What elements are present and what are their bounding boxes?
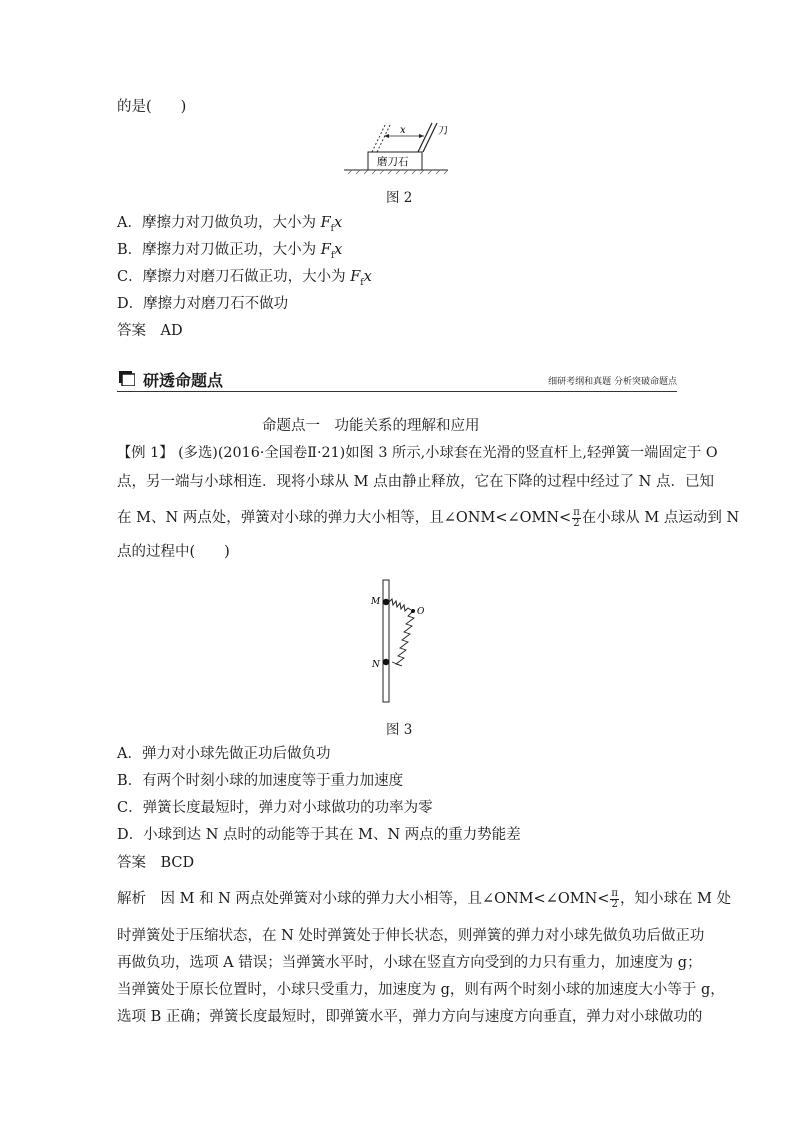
analysis-line-2: 时弹簧处于压缩状态，在 N 处时弹簧处于伸长状态，则弹簧的弹力对小球先做负功后做正功 [117,928,705,944]
section-subtitle: 细研考纲和真题 分析突破命题点 [548,377,677,387]
figure-3-caption: 图 3 [386,722,413,738]
fixed-point-O [411,609,415,613]
example-option-b: B．有两个时刻小球的加速度等于重力加速度 [117,773,404,789]
knife-label: 刀 [438,126,448,137]
ground-hatch [344,170,448,174]
example-line-4: 点的过程中( ) [117,544,230,560]
example-option-a: A．弹力对小球先做正功后做负功 [117,746,331,762]
example-line-2: 点，另一端与小球相连．现将小球从 M 点由静止释放，它在下降的过程中经过了 N 点．已知 [117,474,714,490]
spring-compressed [389,599,411,611]
example-option-d: D．小球到达 N 点时的动能等于其在 M、N 两点的重力势能差 [117,827,521,843]
spring-stretched [392,612,414,666]
question-stem-tail: 的是( ) [117,99,187,115]
pi-over-2-fraction: $\frac{\pi}{2}$ [573,506,580,529]
x-label: x [400,125,406,136]
section-header [117,367,677,392]
option-c: C．摩擦力对磨刀石做正功，大小为 $F_fx$ [117,269,372,288]
figure-2-caption: 图 2 [386,190,413,206]
answer-prev: 答案 AD [117,323,183,339]
ball-at-M [383,599,389,605]
label-O: O [417,607,425,617]
option-d: D．摩擦力对磨刀石不做功 [117,296,289,312]
whetstone-label: 磨刀石 [377,156,409,168]
example-line-1: 【例 1】 (多选)(2016·全国卷Ⅱ·21)如图 3 所示,小球套在光滑的竖直杆上,轻弹簧一端固定于 O [117,445,718,461]
analysis-line-1: 解析 因 M 和 N 两点处弹簧对小球的弹力大小相等，且∠ONM<∠OMN< $\frac{\pi}{2}$ ，知小球在 M 处 [117,887,732,910]
label-M: M [371,597,381,607]
analysis-line-3: 再做负功，选项 A 错误；当弹簧水平时，小球在竖直方向受到的力只有重力，加速度为 g； [117,955,702,971]
whetstone-figure [340,118,450,180]
pi-over-2-fraction-2: $\frac{\pi}{2}$ [611,887,618,910]
answer-example: 答案 BCD [117,855,195,871]
label-N: N [372,660,380,670]
section-icon [119,371,135,386]
analysis-line-5: 选项 B 正确；弹簧长度最短时，即弹簧水平，弹力方向与速度方向垂直，弹力对小球做功的 [117,1009,703,1025]
option-b: B．摩擦力对刀做正功，大小为 $F_fx$ [117,242,343,261]
option-a: A．摩擦力对刀做负功，大小为 $F_fx$ [117,215,343,234]
example-line-3: 在 M、N 两点处，弹簧对小球的弹力大小相等，且∠ONM<∠OMN< $\frac{\pi}{2}$ 在小球从 M 点运动到 N [117,506,740,529]
example-option-c: C．弹簧长度最短时，弹力对小球做功的功率为零 [117,800,433,816]
section-title: 研透命题点 [143,371,224,390]
vertical-rod [383,580,389,702]
analysis-line-4: 当弹簧处于原长位置时，小球只受重力，加速度为 g，则有两个时刻小球的加速度大小等于 g， [117,982,725,998]
spring-rod-figure [362,578,432,708]
subsection-title: 命题点一 功能关系的理解和应用 [262,418,480,434]
ball-at-N [383,659,389,665]
knife-current [418,123,437,152]
